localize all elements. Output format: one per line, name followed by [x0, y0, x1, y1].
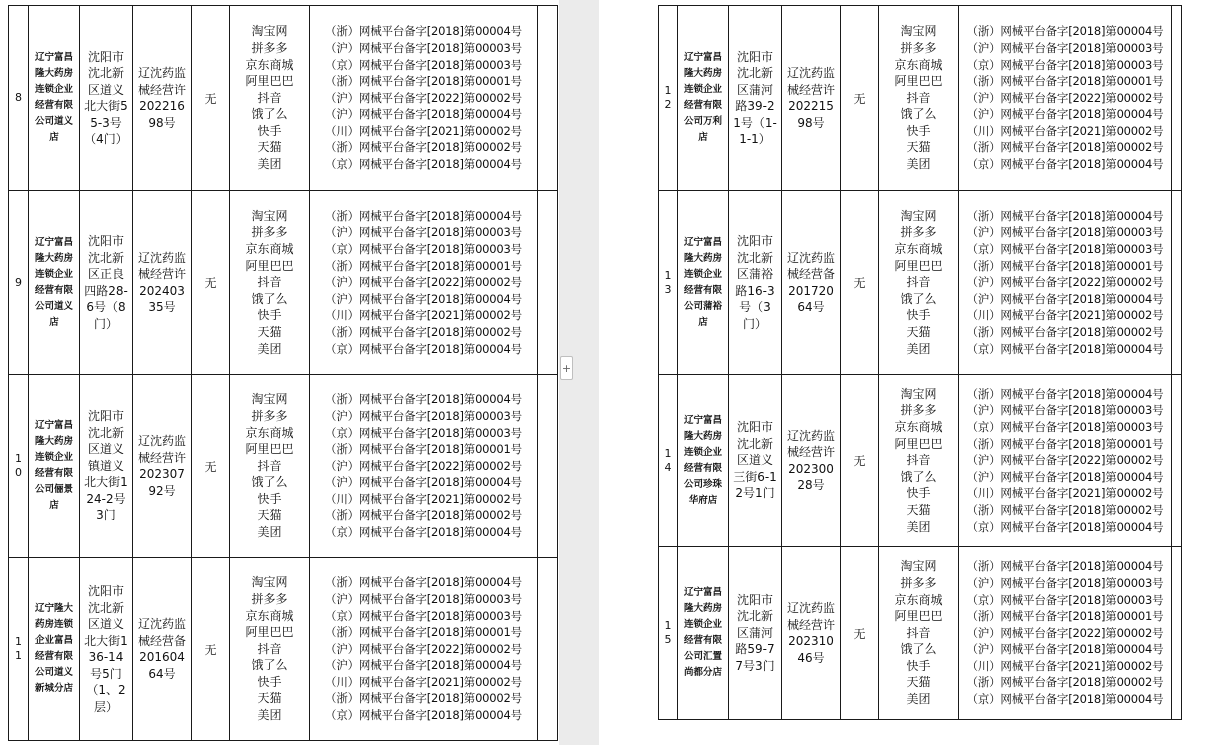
table-row — [9, 375, 558, 558]
platform-name: 饿了么 — [900, 642, 937, 657]
record-number: （浙）网械平台备字[2018]第00004号 — [966, 386, 1164, 401]
record-number: （浙）网械平台备字[2018]第00001号 — [966, 609, 1164, 624]
record-number: （浙）网械平台备字[2018]第00004号 — [325, 24, 522, 39]
record-number: （京）网械平台备字[2018]第00004号 — [966, 157, 1164, 172]
license-number: 辽沈药监械经营备20172064号 — [786, 250, 835, 314]
record-number: （浙）网械平台备字[2018]第00004号 — [325, 392, 522, 407]
platform-name: 淘宝网 — [251, 208, 288, 223]
empty-cell — [1172, 191, 1182, 375]
platform-name: 美团 — [257, 341, 282, 356]
record-number: （浙）网械平台备字[2018]第00004号 — [966, 24, 1164, 39]
table-row — [659, 547, 1182, 720]
row-number: 12 — [664, 84, 672, 111]
platform-name: 美团 — [257, 157, 282, 172]
platform-name: 天猫 — [257, 691, 282, 706]
none-value: 无 — [204, 642, 217, 657]
platform-name: 天猫 — [257, 140, 282, 155]
platform-list-cell — [230, 191, 310, 375]
record-number: （浙）网械平台备字[2018]第00002号 — [325, 508, 522, 523]
store-name: 辽宁富昌隆大药房连锁企业经营有限公司俪景店 — [34, 420, 73, 511]
row-number-cell — [659, 191, 678, 375]
record-number: （京）网械平台备字[2018]第00003号 — [325, 608, 522, 623]
empty-cell — [538, 191, 558, 375]
row-number-cell — [659, 547, 678, 720]
store-name-cell — [678, 547, 729, 720]
platform-name: 抖音 — [906, 625, 931, 640]
none-value-cell — [841, 191, 879, 375]
license-number-cell — [133, 191, 192, 375]
record-number: （川）网械平台备字[2021]第00002号 — [325, 123, 522, 138]
license-number-cell — [782, 375, 841, 547]
license-number-cell — [133, 558, 192, 741]
record-number: （京）网械平台备字[2018]第00003号 — [325, 425, 522, 440]
store-address-cell — [80, 6, 133, 191]
platform-list-cell — [230, 375, 310, 558]
platform-name: 阿里巴巴 — [894, 609, 943, 624]
store-name: 辽宁富昌隆大药房连锁企业经营有限公司汇置尚都分店 — [683, 587, 722, 678]
record-number: （沪）网械平台备字[2018]第00003号 — [966, 403, 1164, 418]
row-number-cell — [9, 558, 29, 741]
store-address: 沈阳市沈北新区道义北大街55-3号（4门） — [84, 49, 128, 146]
record-number: （浙）网械平台备字[2018]第00002号 — [966, 140, 1164, 155]
platform-name: 拼多多 — [900, 403, 937, 418]
store-name-cell — [29, 375, 80, 558]
platform-list-cell — [879, 6, 959, 191]
platform-name: 饿了么 — [251, 107, 288, 122]
record-number: （京）网械平台备字[2018]第00003号 — [325, 57, 522, 72]
row-number: 14 — [664, 446, 672, 474]
record-list-cell — [959, 547, 1172, 720]
platform-name: 快手 — [257, 674, 282, 689]
record-number: （浙）网械平台备字[2018]第00001号 — [325, 74, 522, 89]
right-page-table — [658, 5, 1182, 720]
license-number: 辽沈药监械经营许20230792号 — [137, 434, 186, 498]
record-number: （沪）网械平台备字[2018]第00003号 — [966, 40, 1164, 55]
none-value: 无 — [853, 626, 866, 641]
record-number: （沪）网械平台备字[2018]第00004号 — [325, 107, 522, 122]
platform-name: 淘宝网 — [251, 392, 288, 407]
table-row — [9, 558, 558, 741]
record-number: （浙）网械平台备字[2018]第00002号 — [966, 675, 1164, 690]
platform-name: 阿里巴巴 — [894, 258, 943, 273]
platform-name: 天猫 — [257, 508, 282, 523]
record-number: （浙）网械平台备字[2018]第00002号 — [325, 140, 522, 155]
platform-name: 淘宝网 — [251, 575, 288, 590]
platform-name: 抖音 — [257, 458, 282, 473]
table-row — [659, 6, 1182, 191]
store-address-cell — [729, 547, 782, 720]
store-name-cell — [678, 375, 729, 547]
platform-name: 美团 — [906, 157, 931, 172]
license-number: 辽沈药监械经营许20230028号 — [786, 428, 835, 492]
platform-name: 京东商城 — [245, 608, 294, 623]
record-number: （京）网械平台备字[2018]第00003号 — [966, 242, 1164, 257]
table-row — [659, 375, 1182, 547]
record-number: （浙）网械平台备字[2018]第00004号 — [325, 208, 522, 223]
none-value: 无 — [204, 276, 217, 290]
record-number: （沪）网械平台备字[2018]第00004号 — [325, 658, 522, 673]
record-list-cell — [959, 375, 1172, 547]
license-number: 辽沈药监械经营许20221598号 — [786, 66, 835, 130]
platform-name: 拼多多 — [251, 225, 288, 240]
record-number: （京）网械平台备字[2018]第00004号 — [325, 341, 522, 356]
store-address-cell — [729, 6, 782, 191]
record-number: （浙）网械平台备字[2018]第00002号 — [966, 502, 1164, 517]
store-address-cell — [80, 191, 133, 375]
store-name: 辽宁富昌隆大药房连锁企业经营有限公司道义店 — [34, 52, 73, 143]
empty-cell — [1172, 6, 1182, 191]
license-number-cell — [782, 6, 841, 191]
record-number: （浙）网械平台备字[2018]第00001号 — [325, 442, 522, 457]
none-value-cell — [841, 375, 879, 547]
row-number-cell — [659, 6, 678, 191]
platform-name: 京东商城 — [894, 57, 943, 72]
license-number: 辽沈药监械经营许20231046号 — [786, 601, 835, 665]
store-name-cell — [678, 191, 729, 375]
row-number: 10 — [15, 452, 22, 479]
store-name: 辽宁富昌隆大药房连锁企业经营有限公司珍珠华府店 — [683, 414, 722, 506]
record-list-cell — [959, 6, 1172, 191]
store-name: 辽宁富昌隆大药房连锁企业经营有限公司道义店 — [34, 236, 73, 328]
license-number-cell — [133, 375, 192, 558]
record-list-cell — [959, 191, 1172, 375]
platform-name: 天猫 — [257, 324, 282, 339]
row-number-cell — [9, 191, 29, 375]
row-number: 13 — [664, 268, 672, 296]
record-number: （沪）网械平台备字[2022]第00002号 — [325, 275, 522, 290]
record-number: （川）网械平台备字[2021]第00002号 — [966, 308, 1164, 323]
store-address: 沈阳市沈北新区蒲河路39-21号（1-1-1） — [733, 49, 777, 146]
record-number: （沪）网械平台备字[2022]第00002号 — [325, 90, 522, 105]
record-number: （沪）网械平台备字[2018]第00003号 — [966, 225, 1164, 240]
platform-name: 美团 — [257, 525, 282, 540]
record-number: （浙）网械平台备字[2018]第00004号 — [966, 559, 1164, 574]
none-value: 无 — [853, 454, 866, 468]
table-row — [659, 191, 1182, 375]
empty-cell — [538, 375, 558, 558]
record-number: （沪）网械平台备字[2018]第00004号 — [966, 291, 1164, 306]
platform-name: 拼多多 — [900, 40, 937, 55]
empty-cell — [538, 6, 558, 191]
platform-name: 抖音 — [906, 275, 931, 290]
platform-name: 淘宝网 — [900, 208, 937, 223]
none-value-cell — [841, 547, 879, 720]
license-number: 辽沈药监械经营许20221698号 — [137, 66, 186, 130]
none-value: 无 — [204, 459, 217, 474]
platform-name: 淘宝网 — [251, 24, 288, 39]
platform-name: 阿里巴巴 — [245, 625, 294, 640]
platform-name: 抖音 — [257, 90, 282, 105]
record-number: （浙）网械平台备字[2018]第00001号 — [325, 258, 522, 273]
platform-name: 天猫 — [906, 140, 931, 155]
store-address: 沈阳市沈北新区道义北大街136-14号5门（1、2层） — [84, 584, 128, 714]
row-number: 8 — [15, 91, 22, 104]
record-number: （京）网械平台备字[2018]第00004号 — [325, 708, 522, 723]
none-value-cell — [192, 375, 230, 558]
store-address: 沈阳市沈北新区道义镇道义北大街124-2号3门 — [84, 409, 128, 523]
table-row — [9, 6, 558, 191]
record-number: （沪）网械平台备字[2022]第00002号 — [966, 625, 1164, 640]
none-value: 无 — [204, 91, 217, 106]
platform-name: 拼多多 — [900, 225, 937, 240]
record-number: （浙）网械平台备字[2018]第00004号 — [325, 575, 522, 590]
split-view-handle[interactable]: + — [560, 356, 573, 380]
store-address-cell — [80, 558, 133, 741]
platform-name: 饿了么 — [900, 107, 937, 122]
store-address-cell — [729, 375, 782, 547]
record-number: （京）网械平台备字[2018]第00004号 — [325, 525, 522, 540]
record-number: （川）网械平台备字[2021]第00002号 — [966, 486, 1164, 501]
platform-name: 抖音 — [257, 641, 282, 656]
platform-name: 京东商城 — [245, 57, 294, 72]
table-row — [9, 191, 558, 375]
row-number-cell — [9, 375, 29, 558]
record-number: （浙）网械平台备字[2018]第00002号 — [966, 324, 1164, 339]
record-number: （沪）网械平台备字[2018]第00003号 — [325, 408, 522, 423]
platform-name: 拼多多 — [900, 575, 937, 590]
empty-cell — [1172, 547, 1182, 720]
record-number: （浙）网械平台备字[2018]第00001号 — [966, 74, 1164, 89]
platform-name: 京东商城 — [245, 425, 294, 440]
record-number: （沪）网械平台备字[2018]第00003号 — [325, 591, 522, 606]
platform-name: 快手 — [257, 491, 282, 506]
license-number-cell — [782, 547, 841, 720]
record-number: （浙）网械平台备字[2018]第00001号 — [966, 258, 1164, 273]
record-number: （沪）网械平台备字[2022]第00002号 — [325, 458, 522, 473]
record-number: （京）网械平台备字[2018]第00003号 — [966, 420, 1164, 435]
platform-name: 京东商城 — [245, 242, 294, 257]
store-name-cell — [29, 6, 80, 191]
platform-name: 京东商城 — [894, 242, 943, 257]
platform-name: 阿里巴巴 — [245, 258, 294, 273]
store-name-cell — [29, 191, 80, 375]
record-number: （川）网械平台备字[2021]第00002号 — [325, 308, 522, 323]
record-number: （沪）网械平台备字[2022]第00002号 — [966, 275, 1164, 290]
platform-name: 拼多多 — [251, 408, 288, 423]
empty-cell — [1172, 375, 1182, 547]
empty-cell — [538, 558, 558, 741]
platform-name: 拼多多 — [251, 40, 288, 55]
record-number: （浙）网械平台备字[2018]第00004号 — [966, 208, 1164, 223]
platform-name: 京东商城 — [894, 592, 943, 607]
row-number: 11 — [15, 635, 22, 662]
record-number: （沪）网械平台备字[2022]第00002号 — [325, 641, 522, 656]
record-number: （京）网械平台备字[2018]第00004号 — [325, 157, 522, 172]
store-name: 辽宁富昌隆大药房连锁企业经营有限公司万利店 — [683, 52, 722, 143]
platform-name: 天猫 — [906, 502, 931, 517]
platform-name: 美团 — [906, 341, 931, 356]
platform-name: 快手 — [257, 123, 282, 138]
record-number: （川）网械平台备字[2021]第00002号 — [325, 674, 522, 689]
platform-name: 拼多多 — [251, 591, 288, 606]
record-number: （浙）网械平台备字[2018]第00002号 — [325, 691, 522, 706]
platform-name: 抖音 — [906, 453, 931, 468]
row-number-cell — [659, 375, 678, 547]
platform-name: 快手 — [906, 658, 931, 673]
none-value-cell — [192, 191, 230, 375]
record-number: （沪）网械平台备字[2022]第00002号 — [966, 90, 1164, 105]
record-number: （浙）网械平台备字[2018]第00001号 — [966, 436, 1164, 451]
platform-name: 阿里巴巴 — [245, 74, 294, 89]
row-number-cell — [9, 6, 29, 191]
platform-name: 阿里巴巴 — [894, 74, 943, 89]
platform-list-cell — [879, 375, 959, 547]
store-name: 辽宁隆大药房连锁企业富昌经营有限公司道义新城分店 — [34, 603, 73, 694]
platform-name: 饿了么 — [251, 658, 288, 673]
platform-name: 快手 — [906, 123, 931, 138]
record-number: （沪）网械平台备字[2018]第00003号 — [966, 575, 1164, 590]
record-number: （川）网械平台备字[2021]第00002号 — [966, 123, 1164, 138]
platform-name: 美团 — [906, 692, 931, 707]
record-number: （沪）网械平台备字[2018]第00004号 — [325, 291, 522, 306]
record-number: （沪）网械平台备字[2018]第00003号 — [325, 40, 522, 55]
platform-name: 天猫 — [906, 324, 931, 339]
row-number: 9 — [15, 275, 22, 289]
record-number: （沪）网械平台备字[2018]第00004号 — [966, 107, 1164, 122]
record-number: （沪）网械平台备字[2018]第00004号 — [966, 642, 1164, 657]
record-number: （川）网械平台备字[2021]第00002号 — [966, 658, 1164, 673]
platform-list-cell — [230, 6, 310, 191]
platform-name: 饿了么 — [251, 291, 288, 306]
store-address-cell — [729, 191, 782, 375]
store-address: 沈阳市沈北新区正良四路28-6号（8门） — [84, 234, 128, 331]
none-value-cell — [192, 558, 230, 741]
platform-name: 饿了么 — [900, 291, 937, 306]
record-list-cell — [310, 6, 538, 191]
store-name-cell — [678, 6, 729, 191]
record-number: （沪）网械平台备字[2018]第00003号 — [325, 225, 522, 240]
platform-list-cell — [879, 191, 959, 375]
store-name: 辽宁富昌隆大药房连锁企业经营有限公司蒲裕店 — [683, 236, 722, 328]
platform-name: 快手 — [906, 486, 931, 501]
platform-name: 快手 — [257, 308, 282, 323]
record-number: （京）网械平台备字[2018]第00003号 — [966, 592, 1164, 607]
record-number: （京）网械平台备字[2018]第00004号 — [966, 519, 1164, 534]
platform-name: 快手 — [906, 308, 931, 323]
record-list-cell — [310, 375, 538, 558]
platform-name: 淘宝网 — [900, 24, 937, 39]
store-name-cell — [29, 558, 80, 741]
record-number: （京）网械平台备字[2018]第00003号 — [966, 57, 1164, 72]
row-number: 15 — [664, 619, 672, 646]
record-list-cell — [310, 191, 538, 375]
license-number: 辽沈药监械经营许20240335号 — [137, 250, 186, 314]
platform-name: 阿里巴巴 — [894, 436, 943, 451]
record-number: （川）网械平台备字[2021]第00002号 — [325, 491, 522, 506]
platform-name: 饿了么 — [251, 475, 288, 490]
none-value: 无 — [853, 276, 866, 290]
record-number: （浙）网械平台备字[2018]第00001号 — [325, 625, 522, 640]
left-page-table — [8, 5, 558, 741]
platform-name: 抖音 — [906, 90, 931, 105]
store-address-cell — [80, 375, 133, 558]
record-number: （京）网械平台备字[2018]第00004号 — [966, 341, 1164, 356]
record-number: （沪）网械平台备字[2022]第00002号 — [966, 453, 1164, 468]
none-value: 无 — [853, 91, 866, 106]
platform-name: 美团 — [906, 519, 931, 534]
platform-name: 天猫 — [906, 675, 931, 690]
platform-list-cell — [879, 547, 959, 720]
platform-name: 美团 — [257, 708, 282, 723]
record-number: （沪）网械平台备字[2018]第00004号 — [966, 469, 1164, 484]
platform-list-cell — [230, 558, 310, 741]
platform-name: 京东商城 — [894, 420, 943, 435]
record-number: （京）网械平台备字[2018]第00004号 — [966, 692, 1164, 707]
platform-name: 淘宝网 — [900, 386, 937, 401]
platform-name: 阿里巴巴 — [245, 442, 294, 457]
platform-name: 饿了么 — [900, 469, 937, 484]
record-number: （浙）网械平台备字[2018]第00002号 — [325, 324, 522, 339]
none-value-cell — [192, 6, 230, 191]
record-number: （京）网械平台备字[2018]第00003号 — [325, 242, 522, 257]
license-number: 辽沈药监械经营备20160464号 — [137, 617, 186, 681]
store-address: 沈阳市沈北新区道义三街6-12号1门 — [733, 420, 777, 501]
store-address: 沈阳市沈北新区蒲裕路16-3号（3门） — [735, 234, 775, 331]
platform-name: 抖音 — [257, 275, 282, 290]
license-number-cell — [133, 6, 192, 191]
license-number-cell — [782, 191, 841, 375]
record-number: （沪）网械平台备字[2018]第00004号 — [325, 475, 522, 490]
store-address: 沈阳市沈北新区蒲河路59-77号3门 — [735, 592, 775, 673]
record-list-cell — [310, 558, 538, 741]
platform-name: 淘宝网 — [900, 559, 937, 574]
none-value-cell — [841, 6, 879, 191]
